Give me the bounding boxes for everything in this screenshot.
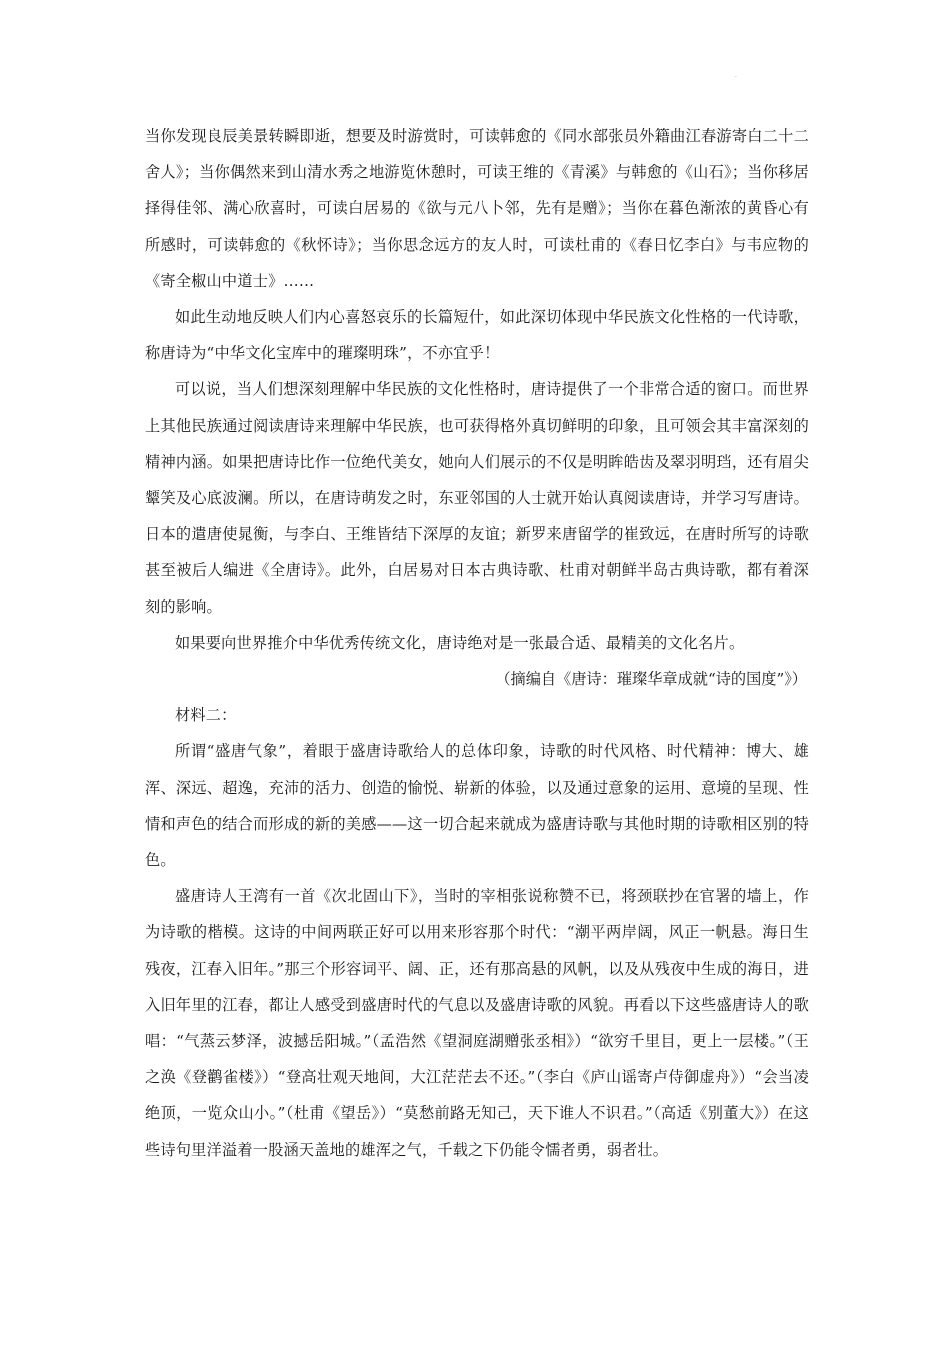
- document-body: [145, 118, 809, 1168]
- material-two-label: 材料二：: [175, 706, 237, 725]
- paragraph-cultural-window: 可以说，当人们想深刻理解中华民族的文化性格时，唐诗提供了一个非常合适的窗口。而世界上其他民族通过阅读唐诗来理解中华民族，也可获得格外真切鲜明的印象，且可领会其丰富深刻的精神内涵。如果把唐诗比作一位绝代美女，她向人们展示的不仅是明眸皓齿及翠羽明珰，还有眉尖颦笑及心底波澜。所以，在唐诗萌发之时，东亚邻国的人士就开始认真阅读唐诗，并学习写唐诗。日本的遣唐使晁衡，与李白、王维皆结下深厚的友谊；新罗来唐留学的崔致远，在唐时所写的诗歌甚至被后人编进《全唐诗》。此外，白居易对日本古典诗歌、杜甫对朝鲜半岛古典诗歌，都有着深刻的影响。: [145, 380, 809, 616]
- paragraph-reading-guide: 当你发现良辰美景转瞬即逝，想要及时游赏时，可读韩愈的《同水部张员外籍曲江春游寄白二十二舍人》；当你偶然来到山清水秀之地游览休憩时，可读王维的《青溪》与韩愈的《山石》；当你移居择得佳邻、满心欣喜时，可读白居易的《欲与元八卜邻，先有是赠》；当你在暮色渐浓的黄昏心有所感时，可读韩愈的《秋怀诗》；当你思念远方的友人时，可读杜甫的《春日忆李白》与韦应物的《寄全椒山中道士》……: [145, 127, 809, 290]
- paragraph-high-tang-spirit: 所谓“盛唐气象”，着眼于盛唐诗歌给人的总体印象，诗歌的时代风格、时代精神：博大、雄浑、深远、超逸，充沛的活力、创造的愉悦、崭新的体验，以及通过意象的运用、意境的呈现、性情和声色的结合而形成的新的美感——这一切合起来就成为盛唐诗歌与其他时期的诗歌相区别的特色。: [145, 742, 809, 870]
- paragraph-high-tang-poems: 盛唐诗人王湾有一首《次北固山下》，当时的宰相张说称赞不已，将颈联抄在官署的墙上，作为诗歌的楷模。这诗的中间两联正好可以用来形容那个时代：“潮平两岸阔，风正一帆悬。海日生残夜，江春入旧年。”那三个形容词平、阔、正，还有那高悬的风帆，以及从残夜中生成的海日，进入旧年里的江春，都让人感受到盛唐时代的气息以及盛唐诗歌的风貌。再看以下这些盛唐诗人的歌唱：“气蒸云梦泽，波撼岳阳城。”（孟浩然《望洞庭湖赠张丞相》）“欲穷千里目，更上一层楼。”（王之涣《登鹳雀楼》）“登高壮观天地间，大江茫茫去不还。”（李白《庐山谣寄卢侍御虚舟》）“会当凌绝顶，一览众山小。”（杜甫《望岳》）“莫愁前路无知己，天下谁人不识君。”（高适《别董大》）在这些诗句里洋溢着一股涵天盖地的雄浑之气，千载之下仍能令懦者勇，弱者壮。: [145, 887, 809, 1159]
- paragraph-pearl-of-culture: 如此生动地反映人们内心喜怒哀乐的长篇短什，如此深切体现中华民族文化性格的一代诗歌，称唐诗为“中华文化宝库中的璀璨明珠”，不亦宜乎！: [145, 308, 809, 363]
- page-corner-mark: .: [735, 72, 737, 79]
- source-citation: （摘编自《唐诗：璀璨华章成就“诗的国度”》）: [495, 670, 807, 689]
- paragraph-cultural-card: 如果要向世界推介中华优秀传统文化，唐诗绝对是一张最合适、最精美的文化名片。: [175, 633, 745, 652]
